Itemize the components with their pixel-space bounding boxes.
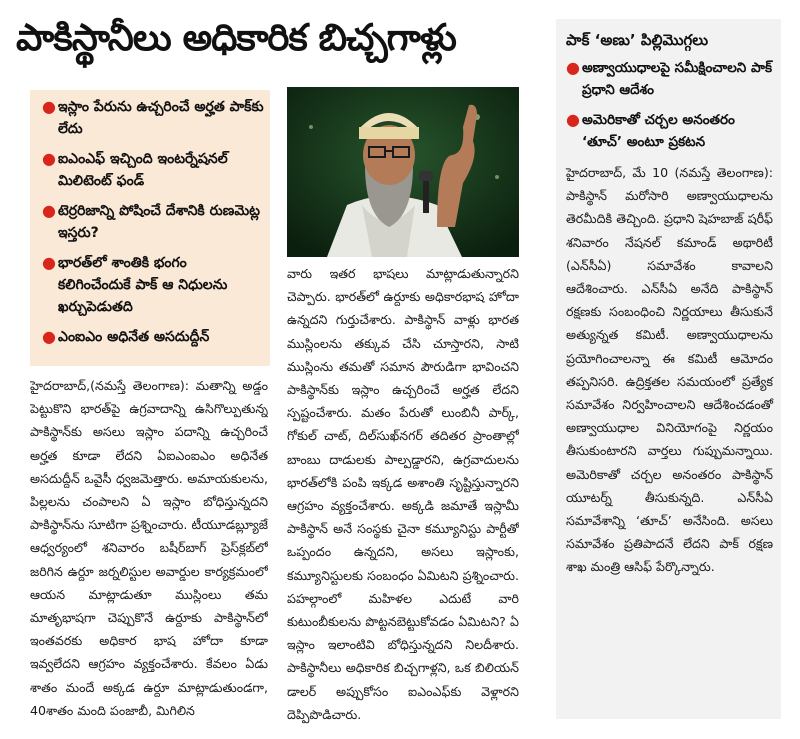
article-text: హైదరాబాద్,(నమస్తే తెలంగాణ): మతాన్ని అడ్డం పెట్టుకొని భారత్‌పై ఉగ్రవాదాన్ని ఉసిగొల్పుతున్న పాకిస్థాన్‌కు అసలు ఇస్లాం పదాన్ని ఉచ్చరించే అర్హత కూడా లేదని ఏఐఎంఐఎం అధినేత అసదుద్దీన్ ఒవైసీ ధ్వజమెత్తారు. అమాయకులను, పిల్లలను చంపాలని ఏ ఇస్లాం బోధిస్తున్నదని పాకిస్థాన్‌ను సూటిగా ప్రశ్నించారు. టీయూడబ్ల్యూజే ఆధ్వర్యంలో శనివారం బషీర్‌బాగ్ ప్రెస్‌క్లబ్‌లో జరిగిన ఉర్దూ జర్నలిస్టుల అవార్డుల కార్యక్రమంలో ఆయన మాట్లాడుతూ ముస్లింలు తమ మాతృభాషగా చెప్పుకొనే ఉర్దూకు పాకిస్థాన్‌లో ఇంతవరకు అధికార భాష హోదా కూడా ఇవ్వలేదని ఆగ్రహం వ్యక్తంచేశారు. కేవలం ఏడు శాతం మందే అక్కడ ఉర్దూ మాట్లాడుతుండగా, 40శాతం మంది పంజాబీ, మిగిలిన — [30, 378, 268, 718]
sidebar-highlight-text: అణ్వాయుధాలపై సమీక్షించాలని పాక్ ప్రధాని ఆదేశం — [582, 60, 773, 98]
article-text: వారు ఇతర భాషలు మాట్లాడుతున్నారని చెప్పారు. భారత్‌లో ఉర్దూకు అధికారభాష హోదా ఉన్నదని గుర్తుచేశారు. పాకిస్థాన్ వాళ్లు భారత ముస్లింలను తక్కువ చేసి చూస్తారని, సాటి ముస్లింను తమతో సమాన పౌరుడిగా భావించని పాకిస్థాన్‌కు ఇస్లాం ఉచ్చరించే అర్హత లేదని స్పష్టంచేశారు. మతం పేరుతో లుంబినీ పార్క్, గోకుల్ చాట్, దిల్‌సుఖ్‌నగర్ తదితర ప్రాంతాల్లో బాంబు దాడులకు పాల్పడ్డారని, ఉగ్రవాదులను భారత్‌లోకి పంపి ఇక్కడ అశాంతి సృష్టిస్తున్నారని ఆగ్రహం వ్యక్తంచేశారు. అక్కడి జమాతే ఇస్లామీ పాకిస్థాన్ అనే సంస్థకు చైనా కమ్యూనిస్టు పార్టీతో ఒప్పందం ఉన్నదని, అసలు ఇస్లాంకు, కమ్యూనిస్టులకు సంబంధం ఏమిటని ప్రశ్నించారు. పహల్గాంలో మహిళల ఎదుటే వారి కుటుంబీకులను పొట్టనబెట్టుకోవడం ఏమిటని? ఏ ఇస్లాం ఇలాంటివి బోధిస్తున్నదని నిలదీశారు. పాకిస్థానీలు అధికారిక బిచ్చగాళ్లని, ఒక బిలియన్ డాలర్ అప్పుకోసం ఐఎంఎఫ్‌కు వెళ్లారని దెప్పిపొడిచారు. — [287, 266, 519, 722]
bullet-icon: ● — [42, 97, 56, 116]
highlight-item — [42, 200, 264, 244]
highlight-item — [42, 96, 264, 140]
bullet-icon: ● — [42, 327, 56, 346]
highlights-box — [30, 90, 270, 366]
sidebar-body — [566, 161, 773, 579]
sidebar-body-text: హైదరాబాద్, మే 10 (నమస్తే తెలంగాణ): పాకిస్థాన్ మరోసారి అణ్వాయుధాలను తెరమీదికి తెచ్చింది. ప్రధాని షెహబాజ్ షరీఫ్ శనివారం నేషనల్ కమాండ్ అథారిటీ (ఎన్‌సీఏ) సమావేశం కావాలని ఆదేశించారు. ఎన్‌సీఏ అనేది పాకిస్థాన్ రక్షణకు సంబంధించి నిర్ణయాలు తీసుకునే అత్యున్నత కమిటీ. అణ్వాయుధాలను ప్రయోగించాలన్నా ఈ కమిటీ ఆమోదం తప్పనిసరి. ఉద్రిక్తతల సమయంలో ప్రత్యేక సమావేశం నిర్వహించాలని ఆదేశించడంతో అణ్వాయుధాల వినియోగంపై నిర్ణయం తీసుకుంటారని వార్తలు గుప్పుమన్నాయి. అమెరికాతో చర్చల అనంతరం పాకిస్థాన్ యూటర్న్ తీసుకున్నది. ఎన్‌సీఏ సమావేశాన్ని ‘తూచ్’ అనేసింది. అసలు సమావేశం ప్రతిపాదనే లేదని పాక్ రక్షణ శాఖ మంత్రి ఆసిఫ్ పేర్కొన్నారు. — [566, 165, 773, 575]
headline: పాకిస్థానీలు అధికారిక బిచ్చగాళ్లు — [16, 16, 456, 59]
bullet-icon: ● — [566, 58, 580, 77]
article-column-left — [30, 374, 268, 732]
sidebar-highlight-item — [566, 57, 773, 101]
sidebar-title: పాక్ ‘అణు’ పిల్లిమొగ్గలు — [566, 31, 709, 49]
highlight-text: టెర్రరిజాన్ని పోషించే దేశానికి రుణమెట్ల ఇస్తరు? — [58, 203, 260, 241]
speaker-photo — [287, 87, 519, 257]
sidebar-story — [556, 19, 781, 719]
highlight-item — [42, 252, 264, 318]
bullet-icon: ● — [42, 201, 56, 220]
sidebar-highlights — [566, 57, 773, 153]
highlight-item — [42, 326, 264, 348]
highlights-list — [42, 96, 264, 348]
article-column-middle — [287, 262, 519, 732]
sidebar-highlight-item — [566, 109, 773, 153]
bullet-icon: ● — [42, 149, 56, 168]
bullet-icon: ● — [566, 110, 580, 129]
highlight-text: భారత్‌లో శాంతికి భంగం కలిగించేందుకే పాక్ ఆ నిధులను ఖర్చుపెడుతది — [58, 255, 228, 315]
highlight-text: ఎంఐఎం అధినేత అసదుద్దీన్ — [58, 329, 210, 345]
highlight-item — [42, 148, 264, 192]
highlight-text: ఇస్లాం పేరును ఉచ్చరించే అర్హత పాక్‌కు లేదు — [58, 99, 264, 137]
bullet-icon: ● — [42, 253, 56, 272]
highlight-text: ఐఎంఎఫ్ ఇచ్చింది ఇంటర్నేషనల్ మిలిటెంట్ ఫండ్ — [58, 151, 228, 189]
speaker-illustration — [287, 87, 519, 257]
sidebar-highlight-text: అమెరికాతో చర్చల అనంతరం ‘తూచ్’ అంటూ ప్రకటన — [582, 112, 735, 150]
